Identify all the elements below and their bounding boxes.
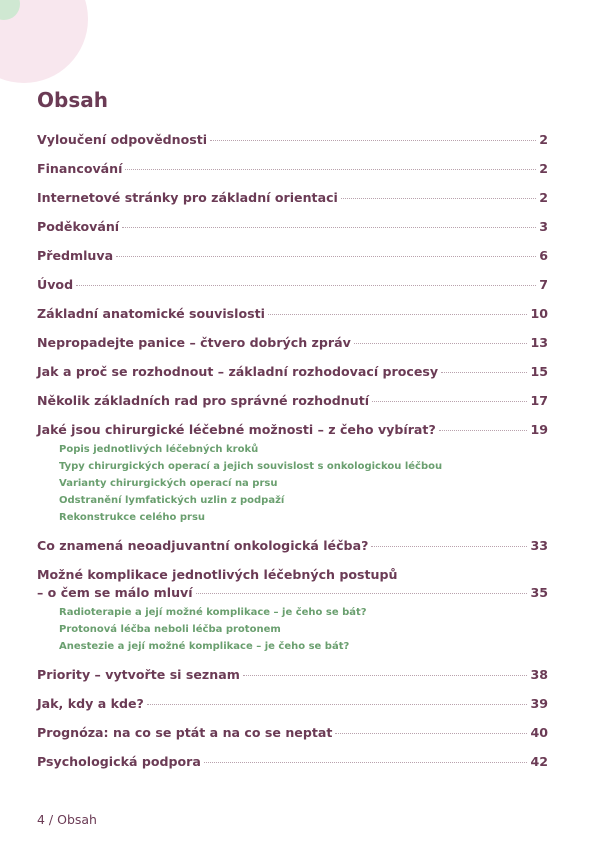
dot-leader: [196, 593, 528, 594]
toc-entry-label[interactable]: Internetové stránky pro základní orientaci: [37, 190, 338, 205]
toc-entry[interactable]: [37, 160, 548, 178]
toc-entry[interactable]: [37, 724, 548, 742]
toc-page-number: 35: [530, 585, 548, 600]
toc-subentries: [59, 441, 548, 526]
toc-entry-label[interactable]: Jak, kdy a kde?: [37, 696, 144, 711]
toc-page-number: 33: [530, 538, 548, 553]
toc-entry-label[interactable]: Předmluva: [37, 248, 114, 263]
toc-entry[interactable]: [37, 392, 548, 410]
toc-page-number: 13: [530, 335, 548, 350]
toc-entry[interactable]: [37, 305, 548, 323]
toc-page-number: 2: [539, 190, 548, 205]
dot-leader: [210, 140, 536, 141]
dot-leader: [268, 314, 528, 315]
dot-leader: [439, 430, 528, 431]
toc-page-number: 17: [530, 393, 548, 408]
toc-page-number: 15: [530, 364, 548, 379]
toc-subentry[interactable]: Varianty chirurgických operací na prsu: [59, 478, 278, 489]
toc-entry-label[interactable]: Priority – vytvořte si seznam: [37, 667, 240, 682]
toc-entry-label[interactable]: Jak a proč se rozhodnout – základní rozhodovací procesy: [37, 364, 439, 379]
toc-entry-label[interactable]: Úvod: [37, 277, 74, 292]
toc-entry[interactable]: [37, 566, 548, 655]
dot-leader: [243, 675, 528, 676]
dot-leader: [122, 227, 536, 228]
toc-page-number: 40: [530, 725, 548, 740]
toc-entry[interactable]: [37, 421, 548, 526]
toc-entry-label[interactable]: Financování: [37, 161, 123, 176]
toc-entry-label[interactable]: Vyloučení odpovědnosti: [37, 132, 208, 147]
toc-entry-label[interactable]: Psychologická podpora: [37, 754, 201, 769]
toc-entry[interactable]: [37, 131, 548, 149]
toc-page-number: 2: [539, 161, 548, 176]
toc-entry[interactable]: [37, 334, 548, 352]
toc-entry[interactable]: [37, 666, 548, 684]
dot-leader: [372, 401, 527, 402]
toc-entry-label[interactable]: Jaké jsou chirurgické léčebné možnosti – z čeho vybírat?: [37, 422, 436, 437]
toc-entry-label[interactable]: Několik základních rad pro správné rozhodnutí: [37, 393, 370, 408]
toc-subentry[interactable]: Rekonstrukce celého prsu: [59, 512, 206, 523]
toc-page-number: 42: [530, 754, 548, 769]
toc-subentry[interactable]: Popis jednotlivých léčebných kroků: [59, 444, 259, 455]
dot-leader: [204, 762, 528, 763]
toc-entry-label[interactable]: Nepropadejte panice – čtvero dobrých zpráv: [37, 335, 351, 350]
dot-leader: [371, 546, 527, 547]
toc-page-number: 10: [530, 306, 548, 321]
toc-entry[interactable]: [37, 363, 548, 381]
toc-entry[interactable]: [37, 218, 548, 236]
dot-leader: [354, 343, 528, 344]
toc-entry-label-line1[interactable]: Možné komplikace jednotlivých léčebných postupů: [37, 567, 398, 582]
toc-entry[interactable]: [37, 189, 548, 207]
toc-subentry[interactable]: Odstranění lymfatických uzlin z podpaží: [59, 495, 285, 506]
toc-entry[interactable]: [37, 247, 548, 265]
toc-entry-label[interactable]: Základní anatomické souvislosti: [37, 306, 265, 321]
toc-entry-label[interactable]: Prognóza: na co se ptát a na co se neptat: [37, 725, 333, 740]
toc-page-number: 3: [539, 219, 548, 234]
dot-leader: [341, 198, 536, 199]
page-footer: 4 / Obsah: [37, 812, 97, 827]
toc-entry-label[interactable]: Poděkování: [37, 219, 120, 234]
dot-leader: [116, 256, 536, 257]
toc-page-number: 2: [539, 132, 548, 147]
toc-subentry[interactable]: Anestezie a její možné komplikace – je čeho se bát?: [59, 641, 350, 652]
toc-entry[interactable]: [37, 276, 548, 294]
toc-entry[interactable]: [37, 537, 548, 555]
toc-subentries: [59, 604, 548, 655]
dot-leader: [125, 169, 536, 170]
dot-leader: [335, 733, 527, 734]
toc-entry[interactable]: [37, 753, 548, 771]
toc-subentry[interactable]: Radioterapie a její možné komplikace – je čeho se bát?: [59, 607, 367, 618]
toc-subentry[interactable]: Protonová léčba neboli léčba protonem: [59, 624, 281, 635]
dot-leader: [441, 372, 527, 373]
toc-entry-label[interactable]: – o čem se málo mluví: [37, 585, 193, 600]
dot-leader: [76, 285, 536, 286]
toc-page-number: 7: [539, 277, 548, 292]
toc-page-number: 39: [530, 696, 548, 711]
toc-page-number: 19: [530, 422, 548, 437]
toc-subentry[interactable]: Typy chirurgických operací a jejich souvislost s onkologickou léčbou: [59, 461, 443, 472]
toc-entry[interactable]: [37, 695, 548, 713]
toc-page-number: 38: [530, 667, 548, 682]
dot-leader: [147, 704, 528, 705]
page-title: Obsah: [37, 88, 108, 112]
toc-entry-label[interactable]: Co znamená neoadjuvantní onkologická léčba?: [37, 538, 369, 553]
table-of-contents: [37, 131, 548, 782]
toc-page-number: 6: [539, 248, 548, 263]
